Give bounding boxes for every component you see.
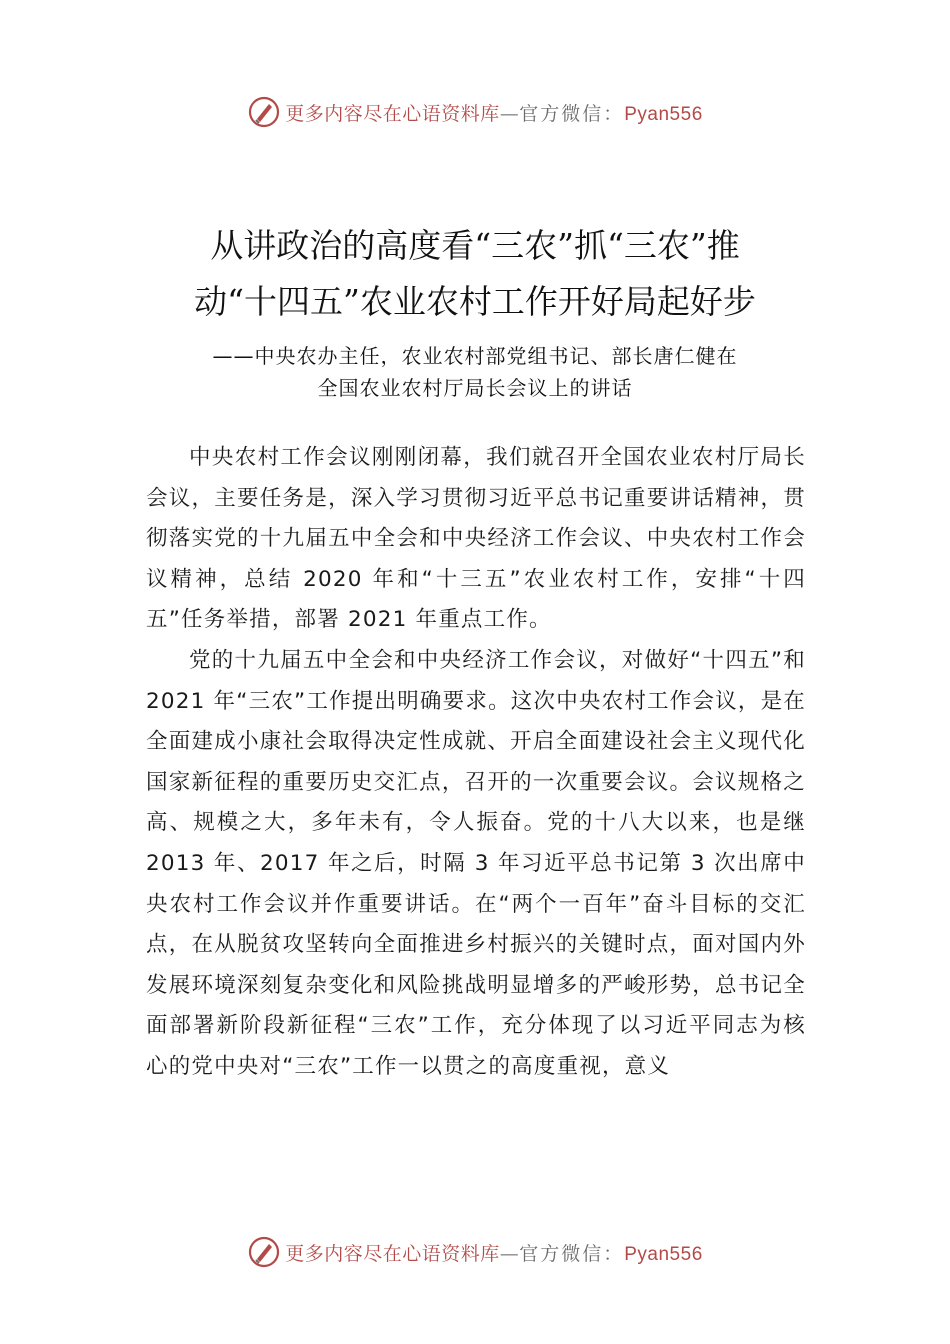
subtitle-line-2: 全国农业农村厅局长会议上的讲话 <box>317 376 633 400</box>
header-banner <box>0 92 950 132</box>
pen-logo-icon <box>247 95 281 129</box>
document-title <box>60 218 890 330</box>
paragraph: 中央农村工作会议刚刚闭幕，我们就召开全国农业农村厅局长会议，主要任务是，深入学习贯彻习近平总书记重要讲话精神，贯彻落实党的十九届五中全会和中央经济工作会议、中央农村工作会议精神，总结 2020 年和“十三五”农业农村工作，安排“十四五”任务举措，部署 2021 年重点工作。 <box>146 445 806 633</box>
footer-banner <box>0 1232 950 1272</box>
document-subtitle <box>60 340 890 404</box>
pen-logo-icon <box>247 1235 281 1269</box>
title-line-1: 从讲政治的高度看“三农”抓“三农”推 <box>210 226 740 265</box>
title-line-2: 动“十四五”农业农村工作开好局起好步 <box>194 282 756 321</box>
subtitle-line-1: ——中央农办主任，农业农村部党组书记、部长唐仁健在 <box>212 344 738 368</box>
paragraph: 党的十九届五中全会和中央经济工作会议，对做好“十四五”和 2021 年“三农”工作提出明确要求。这次中央农村工作会议，是在全面建成小康社会取得决定性成就、开启全面建设社会主义现代化国家新征程的重要历史交汇点，召开的一次重要会议。会议规格之高、规模之大，多年未有，令人振奋。党的十八大以来，也是继 2013 年、2017 年之后，时隔 3 年习近平总书记第 3 次出席中央农村工作会议并作重要讲话。在“两个一百年”奋斗目标的交汇点，在从脱贫攻坚转向全面推进乡村振兴的关键时点，面对国内外发展环境深刻复杂变化和风险挑战明显增多的严峻形势，总书记全面部署新阶段新征程“三农”工作，充分体现了以习近平同志为核心的党中央对“三农”工作一以贯之的高度重视，意义 <box>146 647 806 1079</box>
banner-text: 更多内容尽在心语资料库—官方微信：Pyan556 <box>285 1242 703 1265</box>
document-body <box>146 438 806 1088</box>
banner-text: 更多内容尽在心语资料库—官方微信：Pyan556 <box>285 102 703 125</box>
